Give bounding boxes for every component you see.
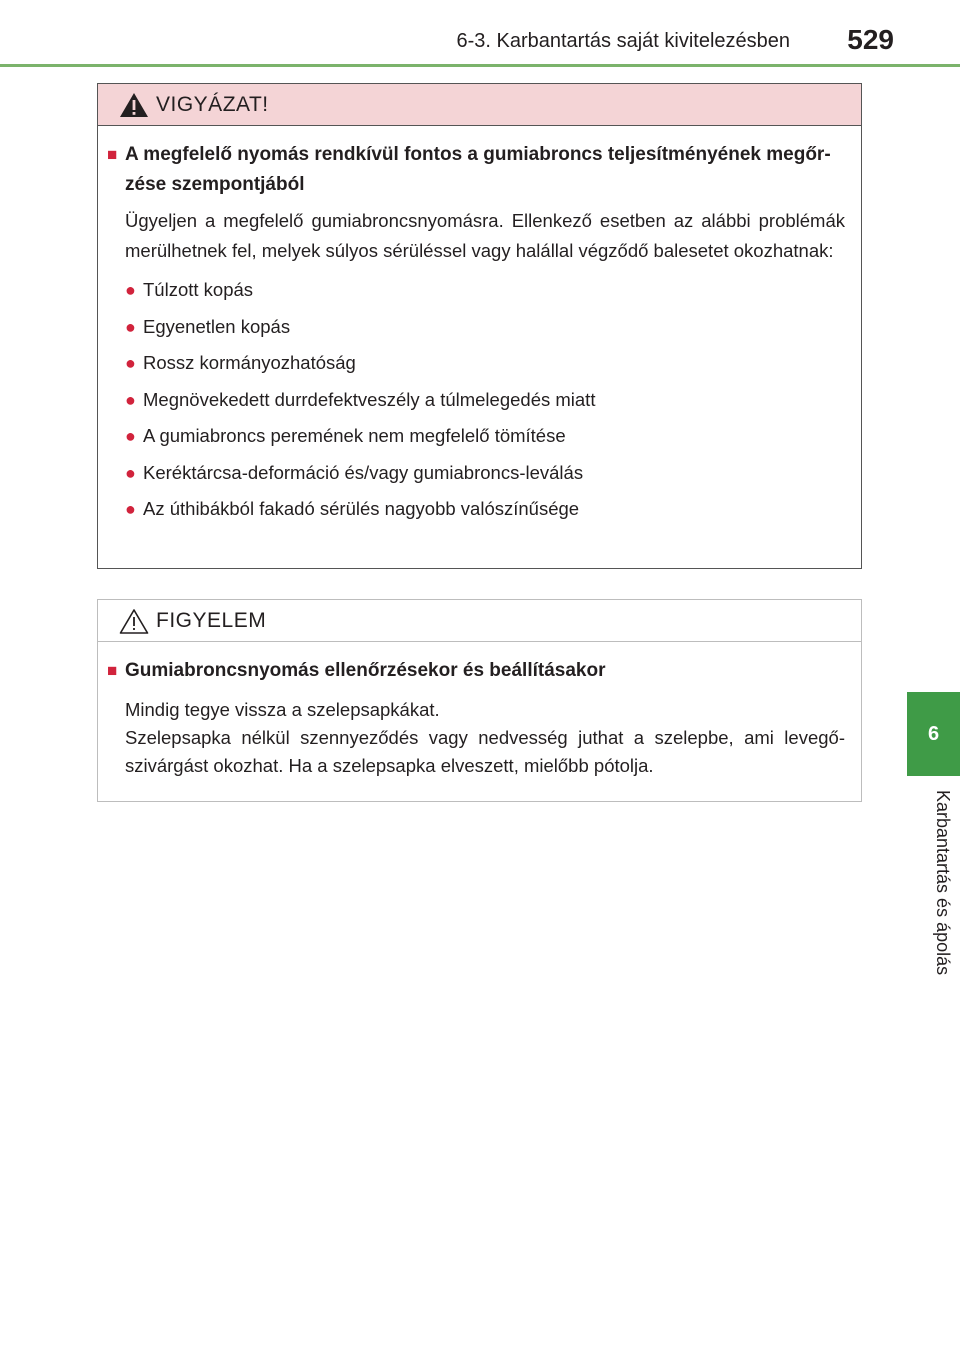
list-item	[125, 309, 845, 346]
bullet-dot-icon: ●	[125, 426, 136, 446]
notice-body	[98, 642, 861, 780]
list-item	[125, 272, 845, 309]
list-item-text: Túlzott kopás	[143, 279, 254, 300]
caution-heading-text: A megfelelő nyomás rendkívül fontos a gumiabroncs teljesítményének megőrzése szempontjából	[125, 144, 831, 195]
bullet-dot-icon: ●	[125, 389, 136, 410]
caution-intro: Ügyeljen a megfelelő gumiabroncsnyomásra. Ellenkező esetben az alábbi problémák merülhetnek fel, melyek súlyos sérüléssel vagy halállal végződő balesetet okozhatnak:	[125, 210, 845, 261]
chapter-label: Karbantartás és ápolás	[933, 790, 953, 976]
square-bullet-icon: ■	[107, 661, 118, 680]
list-item	[125, 455, 845, 492]
notice-heading	[107, 656, 845, 686]
caution-title: VIGYÁZAT!	[156, 92, 269, 116]
notice-text	[125, 696, 845, 780]
warning-outline-icon	[118, 607, 150, 635]
section-title: 6-3. Karbantartás saját kivitelezésben	[456, 30, 790, 52]
list-item-text: Megnövekedett durrdefektveszély a túlmelegedés miatt	[143, 388, 596, 410]
notice-line-2: Szelepsapka nélkül szennyeződés vagy nedvesség juthat a szelepbe, ami levegőszivárgást okozhat. Ha a szelepsapka elveszett, mielőbb pótolja.	[125, 727, 845, 776]
chapter-tab	[907, 692, 960, 776]
list-item	[125, 418, 845, 455]
chapter-number: 6	[927, 722, 940, 745]
bullet-dot-icon: ●	[125, 462, 136, 483]
list-item	[125, 491, 845, 528]
caution-header	[98, 84, 861, 126]
caution-heading	[107, 140, 845, 200]
caution-body	[98, 126, 861, 528]
header-divider	[0, 64, 960, 67]
bullet-dot-icon: ●	[125, 353, 136, 373]
caution-box	[97, 83, 862, 569]
notice-line-1: Mindig tegye vissza a szelepsapkákat.	[125, 699, 440, 720]
bullet-dot-icon: ●	[125, 499, 136, 519]
bullet-dot-icon: ●	[125, 316, 136, 337]
notice-title: FIGYELEM	[156, 608, 267, 632]
list-item-text: Egyenetlen kopás	[143, 315, 291, 337]
notice-box	[97, 599, 862, 802]
notice-heading-text: Gumiabroncsnyomás ellenőrzésekor és beállításakor	[125, 660, 606, 681]
list-item	[125, 345, 845, 382]
page-number: 529	[847, 24, 894, 55]
warning-filled-icon	[118, 91, 150, 119]
list-item-text: Keréktárcsa-deformáció és/vagy gumiabroncs-leválás	[143, 461, 584, 483]
caution-list	[125, 272, 845, 528]
bullet-dot-icon: ●	[125, 280, 136, 300]
list-item-text: Az úthibákból fakadó sérülés nagyobb valószínűsége	[143, 498, 580, 519]
square-bullet-icon: ■	[107, 145, 118, 164]
notice-header	[98, 600, 861, 642]
list-item-text: A gumiabroncs peremének nem megfelelő tömítése	[143, 425, 566, 446]
list-item	[125, 382, 845, 419]
list-item-text: Rossz kormányozhatóság	[143, 352, 356, 373]
